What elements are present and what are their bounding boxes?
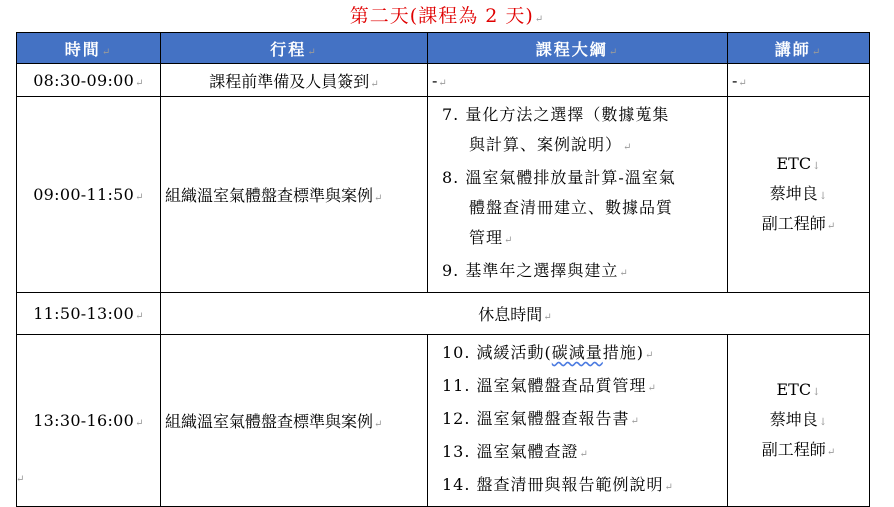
paragraph-mark: ↵ <box>16 474 25 485</box>
outline-item: 8. 溫室氣體排放量計算-溫室氣 體盤查清冊建立、數據品質 管理↵ <box>442 168 676 247</box>
header-time: 時間↵ <box>17 33 161 64</box>
time-cell: 11:50-13:00↵ <box>17 293 161 335</box>
schedule-cell: 組織溫室氣體盤查標準與案例↵ <box>161 335 428 507</box>
break-cell: 休息時間↵ <box>161 293 870 335</box>
outline-item: 14. 盤查清冊與報告範例說明↵ <box>442 475 674 494</box>
instructor-cell: ETC↓ 蔡坤良↓ 副工程師↵ <box>728 97 870 293</box>
table-row <box>17 335 870 507</box>
outline-item: 9. 基準年之選擇與建立↵ <box>442 261 629 280</box>
outline-cell <box>428 97 728 293</box>
table-row <box>17 97 870 293</box>
header-instructor: 講師↵ <box>728 33 870 64</box>
time-cell: 08:30-09:00↵ <box>17 64 161 97</box>
outline-cell <box>428 335 728 507</box>
outline-item: 11. 溫室氣體盤查品質管理↵ <box>442 376 657 395</box>
page-title: 第二天(課程為 2 天)↵ <box>349 5 545 27</box>
schedule-cell: 組織溫室氣體盤查標準與案例↵ <box>161 97 428 293</box>
header-outline: 課程大綱↵ <box>428 33 728 64</box>
table-row <box>17 293 870 335</box>
table-header-row <box>17 33 870 64</box>
outline-item: 7. 量化方法之選擇（數據蒐集 與計算、案例說明）↵ <box>442 105 670 154</box>
schedule-table <box>16 32 870 507</box>
outline-cell: -↵ <box>428 64 728 97</box>
outline-item: 10. 減緩活動(碳減量措施)↵ <box>442 343 655 362</box>
header-schedule: 行程↵ <box>161 33 428 64</box>
instructor-cell: ETC↓ 蔡坤良↓ 副工程師↵ <box>728 335 870 507</box>
schedule-cell: 課程前準備及人員簽到↵ <box>161 64 428 97</box>
outline-item: 13. 溫室氣體查證↵ <box>442 442 589 461</box>
outline-item: 12. 溫室氣體盤查報告書↵ <box>442 409 640 428</box>
time-cell: 13:30-16:00↵ <box>17 335 161 507</box>
time-cell: 09:00-11:50↵ <box>17 97 161 293</box>
table-row <box>17 64 870 97</box>
instructor-cell: -↵ <box>728 64 870 97</box>
